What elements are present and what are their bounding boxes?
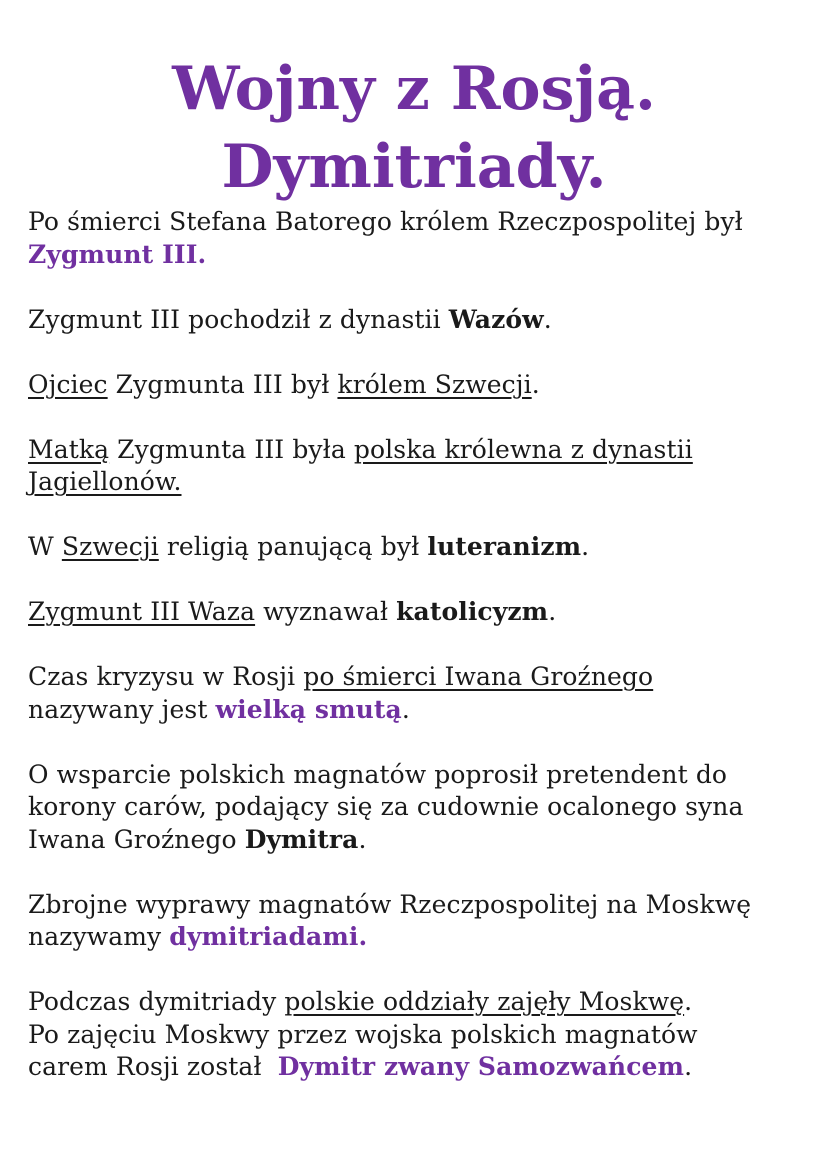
text-span: Zygmunta III był <box>107 369 338 399</box>
highlight-samozwaniec: Dymitr zwany Samozwańcem <box>277 1052 685 1081</box>
highlight-wielka-smuta: wielką smutą <box>215 694 402 724</box>
title-line-1: Wojny z Rosją. <box>172 54 656 124</box>
text-span: Podczas dymitriady <box>28 987 285 1016</box>
text-span: Zbrojne wyprawy magnatów Rzeczpospolitej na Moskwę <box>28 889 752 919</box>
underline-po-smierci-iwana: po śmierci Iwana Groźnego <box>303 662 654 691</box>
page-title <box>24 50 804 206</box>
text-span: W <box>28 532 62 561</box>
text-span: korony carów, podający się za cudownie ocalonego syna <box>28 792 744 821</box>
bold-luteranizm: luteranizm <box>427 532 582 561</box>
text-span: O wsparcie polskich magnatów poprosił pretendent do <box>28 759 728 789</box>
underline-krolewna: polska królewna z dynastii <box>353 434 693 464</box>
text-span: Czas kryzysu w Rosji <box>28 662 304 691</box>
highlight-zygmunt: Zygmunt III. <box>28 239 207 269</box>
paragraph-sweden-religion <box>28 531 808 564</box>
text-span: nazywamy <box>28 922 170 951</box>
paragraph-smuta <box>28 661 808 726</box>
underline-jagiellonow: Jagiellonów. <box>28 467 182 496</box>
text-span: . <box>684 1052 693 1081</box>
text-span: carem Rosji został <box>28 1052 278 1081</box>
paragraph-king <box>28 206 808 271</box>
title-line-2: Dymitriady. <box>221 132 607 202</box>
paragraph-father <box>28 369 808 402</box>
text-span: nazywany jest <box>28 694 216 724</box>
text-span: . <box>401 694 410 724</box>
underline-matka: Matką <box>28 434 110 464</box>
text-span: . <box>684 987 693 1016</box>
text-span: . <box>581 532 590 561</box>
text-span: wyznawał <box>255 597 397 626</box>
text-span: Po zajęciu Moskwy przez wojska polskich magnatów <box>28 1019 698 1049</box>
paragraph-catholicism <box>28 596 808 629</box>
text-span: Iwana Groźnego <box>28 824 245 854</box>
bold-wazow: Wazów <box>448 304 544 334</box>
underline-ojciec: Ojciec <box>28 369 108 399</box>
document-page <box>28 50 808 1084</box>
text-span: . <box>531 369 540 399</box>
underline-szwecji: Szwecji <box>61 532 159 561</box>
underline-zajely-moskwe: polskie oddziały zajęły Moskwę <box>284 987 685 1016</box>
text-span: Zygmunt III pochodził z dynastii <box>28 304 449 334</box>
highlight-dymitriadami: dymitriadami. <box>169 922 368 951</box>
underline-krolem-szwecji: królem Szwecji <box>337 369 532 399</box>
bold-dymitra: Dymitra <box>244 824 359 854</box>
paragraph-pretender <box>28 759 808 857</box>
text-span: religią panującą był <box>158 532 428 561</box>
paragraph-mother <box>28 434 808 499</box>
paragraph-expeditions <box>28 889 808 954</box>
text-span: Po śmierci Stefana Batorego królem Rzeczpospolitej był <box>28 207 743 236</box>
bold-katolicyzm: katolicyzm <box>396 597 549 626</box>
text-span: . <box>358 824 367 854</box>
underline-zygmunt-waza: Zygmunt III Waza <box>28 597 256 626</box>
text-span: . <box>543 304 552 334</box>
paragraph-moscow <box>28 986 808 1084</box>
paragraph-dynasty <box>28 304 808 337</box>
text-span: . <box>548 597 557 626</box>
text-span: Zygmunta III była <box>109 434 354 464</box>
